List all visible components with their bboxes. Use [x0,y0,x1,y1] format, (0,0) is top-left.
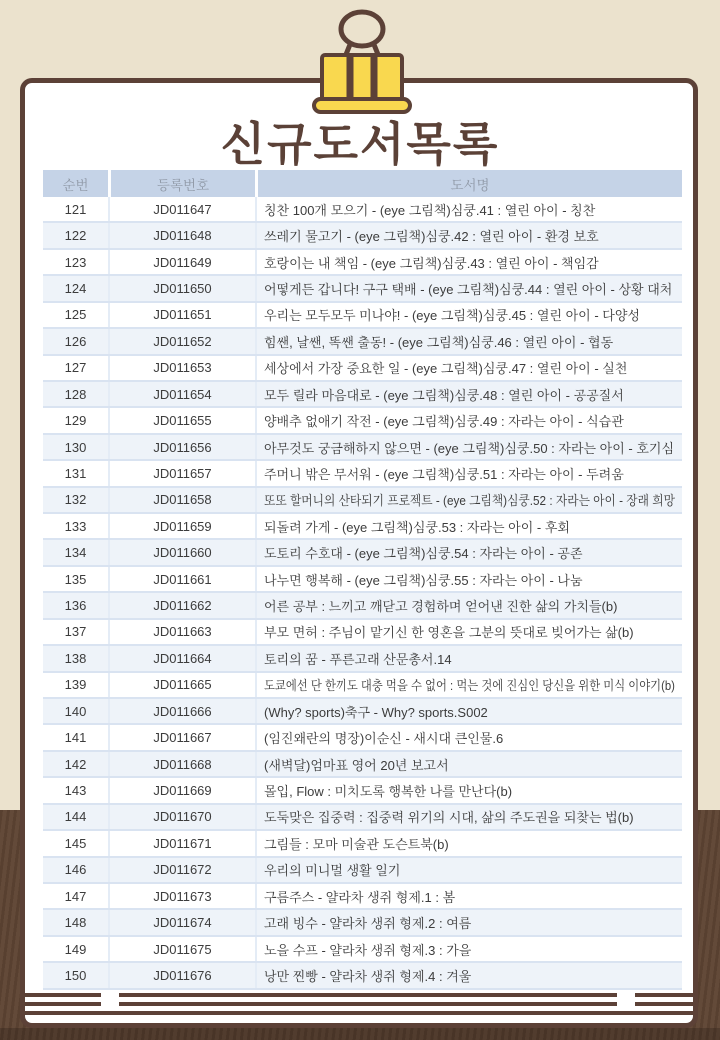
cell-registration-number: JD011672 [108,858,255,882]
cell-book-title: 쓰레기 물고기 - (eye 그림책)심쿵.42 : 열린 아이 - 환경 보호 [255,223,682,247]
cell-registration-number: JD011676 [108,963,255,987]
frame-shadow [0,1028,720,1040]
table-row [43,329,682,355]
cell-no: 127 [64,360,87,376]
cell-no: 142 [64,756,87,772]
table-row [43,646,682,672]
cell-book-title: 구름주스 - 얄라차 생쥐 형제.1 : 봄 [255,884,682,908]
cell-book-title: 낭만 찐빵 - 얄라차 생쥐 형제.4 : 겨울 [255,963,682,987]
cell-registration-number: JD011648 [108,223,255,247]
table-row [43,910,682,936]
cell-registration-number: JD011660 [108,540,255,564]
cell-registration-number: JD011655 [108,408,255,432]
cell-no: 123 [64,254,87,270]
table-row [43,488,682,514]
cell-registration-number: JD011656 [108,435,255,459]
cell-registration-number: JD011657 [108,461,255,485]
paper-stack-notch [617,1002,635,1006]
cell-registration-number: JD011668 [108,752,255,776]
cell-book-title: 어떻게든 갑니다! 구구 택배 - (eye 그림책)심쿵.44 : 열린 아이 - 상황 대처 [255,276,682,300]
column-header-book-title: 도서명 [255,170,682,197]
page-title: 신규도서목록 [220,118,500,170]
cell-registration-number: JD011674 [108,910,255,934]
cell-no: 122 [64,228,87,244]
cell-registration-number: JD011673 [108,884,255,908]
table-row [43,276,682,302]
cell-registration-number: JD011652 [108,329,255,353]
cell-no: 132 [64,492,87,508]
cell-book-title: 우리는 모두모두 미나야! - (eye 그림책)심쿵.45 : 열린 아이 - 다양성 [255,303,682,327]
cell-book-title: 주머니 밖은 무서워 - (eye 그림책)심쿵.51 : 자라는 아이 - 두려움 [255,461,682,485]
paper-stack-line [25,993,693,997]
table-row [43,250,682,276]
cell-registration-number: JD011650 [108,276,255,300]
cell-book-title: 호랑이는 내 책임 - (eye 그림책)심쿵.43 : 열린 아이 - 책임감 [255,250,682,274]
cell-registration-number: JD011675 [108,937,255,961]
cell-no: 137 [64,624,87,640]
table-row [43,197,682,223]
table-row [43,408,682,434]
cell-book-title: 아무것도 궁금해하지 않으면 - (eye 그림책)심쿵.50 : 자라는 아이 - 호기심 [255,435,682,459]
table-row [43,461,682,487]
cell-book-title: 도토리 수호대 - (eye 그림책)심쿵.54 : 자라는 아이 - 공존 [255,540,682,564]
paper-stack-line [25,1011,693,1015]
cell-book-title: 우리의 미니멀 생활 일기 [255,858,682,882]
cell-book-title: 모두 릴라 마음대로 - (eye 그림책)심쿵.48 : 열린 아이 - 공공질서 [255,382,682,406]
cell-registration-number: JD011665 [108,673,255,697]
cell-no: 131 [64,465,87,481]
cell-book-title: 칭찬 100개 모으기 - (eye 그림책)심쿵.41 : 열린 아이 - 칭찬 [255,197,682,221]
table-row [43,858,682,884]
cell-book-title: 어른 공부 : 느끼고 깨닫고 경험하며 얻어낸 진한 삶의 가치들(b) [255,593,682,617]
table-row [43,884,682,910]
cell-registration-number: JD011666 [108,699,255,723]
cell-no: 133 [64,518,87,534]
cell-no: 149 [64,941,87,957]
paper-stack-notch [101,993,119,997]
table-row [43,303,682,329]
cell-no: 138 [64,650,87,666]
cell-registration-number: JD011649 [108,250,255,274]
cell-book-title: (새벽달)엄마표 영어 20년 보고서 [255,752,682,776]
table-row [43,673,682,699]
table-row [43,805,682,831]
paper-stack-notch [617,993,635,997]
book-list-table [43,170,682,990]
cell-book-title: (임진왜란의 명장)이순신 - 새시대 큰인물.6 [255,725,682,749]
table-row [43,514,682,540]
table-row [43,963,682,989]
cell-book-title: 양배추 없애기 작전 - (eye 그림책)심쿵.49 : 자라는 아이 - 식습관 [255,408,682,432]
table-row [43,382,682,408]
cell-no: 130 [64,439,87,455]
cell-registration-number: JD011663 [108,620,255,644]
table-row [43,593,682,619]
cell-no: 134 [64,545,87,561]
cell-book-title: (Why? sports)축구 - Why? sports.S002 [255,699,682,723]
cell-no: 136 [64,598,87,614]
cell-no: 126 [64,333,87,349]
cell-book-title: 부모 면허 : 주님이 맡기신 한 영혼을 그분의 뜻대로 빚어가는 삶(b) [255,620,682,644]
table-row [43,752,682,778]
binder-clip-icon [310,6,414,114]
paper-stack-notch [101,1002,119,1006]
table-row [43,223,682,249]
column-header-no: 순번 [62,177,89,193]
paper-stack-line [25,1002,693,1006]
cell-book-title: 고래 빙수 - 얄라차 생쥐 형제.2 : 여름 [255,910,682,934]
cell-no: 135 [64,571,87,587]
table-row [43,725,682,751]
cell-book-title: 또또 할머니의 산타되기 프로젝트 - (eye 그림책)심쿵.52 : 자라는 아이 - 장래 희망 [255,488,682,512]
table-row [43,778,682,804]
table-row [43,356,682,382]
cell-no: 125 [64,307,87,323]
cell-no: 146 [64,862,87,878]
cell-registration-number: JD011658 [108,488,255,512]
cell-registration-number: JD011661 [108,567,255,591]
cell-no: 143 [64,782,87,798]
cell-no: 147 [64,888,87,904]
cell-book-title: 도둑맞은 집중력 : 집중력 위기의 시대, 삶의 주도권을 되찾는 법(b) [255,805,682,829]
cell-registration-number: JD011664 [108,646,255,670]
table-row [43,540,682,566]
cell-registration-number: JD011653 [108,356,255,380]
cell-registration-number: JD011647 [108,197,255,221]
cell-book-title: 도쿄에선 단 한끼도 대충 먹을 수 없어 : 먹는 것에 진심인 당신을 위한 미식 이야기(b) [255,673,682,697]
table-row [43,435,682,461]
cell-registration-number: JD011669 [108,778,255,802]
cell-no: 141 [64,730,87,746]
cell-book-title: 세상에서 가장 중요한 일 - (eye 그림책)심쿵.47 : 열린 아이 - 실천 [255,356,682,380]
cell-registration-number: JD011654 [108,382,255,406]
table-row [43,620,682,646]
table-row [43,699,682,725]
cell-book-title: 되돌려 가게 - (eye 그림책)심쿵.53 : 자라는 아이 - 후회 [255,514,682,538]
cell-no: 128 [64,386,87,402]
column-header-registration: 등록번호 [108,170,255,197]
cell-book-title: 몰입, Flow : 미치도록 행복한 나를 만난다(b) [255,778,682,802]
table-row [43,831,682,857]
cell-no: 144 [64,809,87,825]
cell-registration-number: JD011667 [108,725,255,749]
table-header-row [43,170,682,197]
table-row [43,567,682,593]
table-row [43,937,682,963]
cell-book-title: 토리의 꿈 - 푸른고래 산문총서.14 [255,646,682,670]
cell-no: 121 [64,201,87,217]
cell-registration-number: JD011651 [108,303,255,327]
cell-no: 148 [64,915,87,931]
table-body [43,197,682,990]
cell-registration-number: JD011671 [108,831,255,855]
cell-registration-number: JD011659 [108,514,255,538]
cell-book-title: 나누면 행복해 - (eye 그림책)심쿵.55 : 자라는 아이 - 나눔 [255,567,682,591]
cell-book-title: 노을 수프 - 얄라차 생쥐 형제.3 : 가을 [255,937,682,961]
cell-no: 145 [64,835,87,851]
cell-registration-number: JD011670 [108,805,255,829]
cell-registration-number: JD011662 [108,593,255,617]
cell-no: 139 [64,677,87,693]
cell-no: 150 [64,967,87,983]
cell-book-title: 힘쌘, 날쌘, 똑쌘 출동! - (eye 그림책)심쿵.46 : 열린 아이 - 협동 [255,329,682,353]
cell-no: 129 [64,413,87,429]
cell-no: 140 [64,703,87,719]
cell-book-title: 그림들 : 모마 미술관 도슨트북(b) [255,831,682,855]
cell-no: 124 [64,280,87,296]
